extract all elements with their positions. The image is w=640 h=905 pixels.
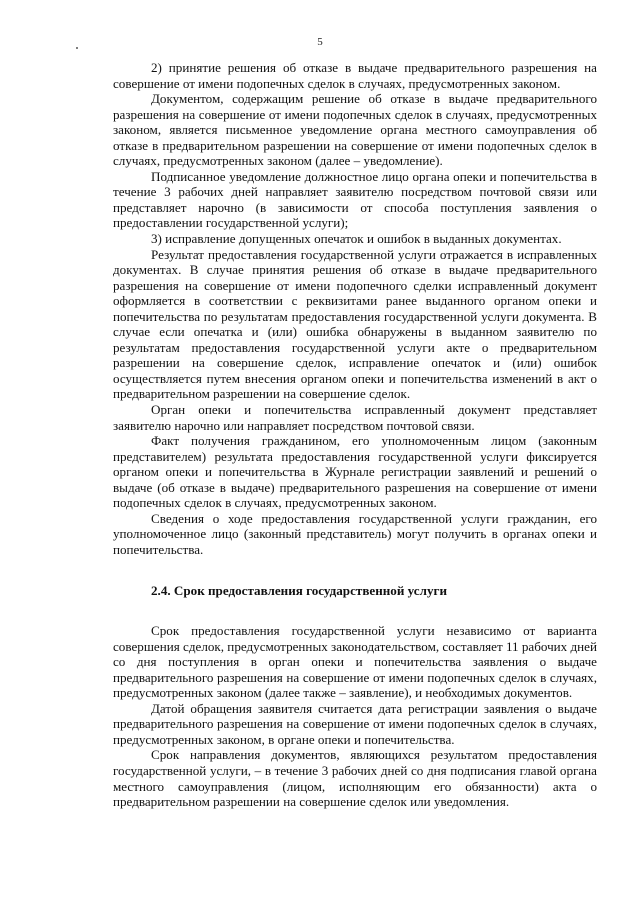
paragraph: Документом, содержащим решение об отказе в выдаче предварительного разрешения на совершение от имени подопечных сделок в случаях, предусмотренных законом, является письменное уведомление органа местного самоуправления об отказе в предварительном разрешении на совершение от имени подопечных сделок в случаях, предусмотренных законом (далее – уведомление). (113, 91, 597, 169)
paragraph: Орган опеки и попечительства исправленный документ представляет заявителю нарочно или направляет посредством почтовой связи. (113, 402, 597, 433)
paragraph: Факт получения гражданином, его уполномоченным лицом (законным представителем) результата предоставления государственной услуги фиксируется органом опеки и попечительства в Журнале регистрации заявлений и решений о выдаче (об отказе в выдаче) предварительного разрешения на совершение от имени подопечных сделок в случаях, предусмотренных законом. (113, 433, 597, 511)
paragraph: 2) принятие решения об отказе в выдаче предварительного разрешения на совершение от имени подопечных сделок в случаях, предусмотренных законом. (113, 60, 597, 91)
paragraph: Срок предоставления государственной услуги независимо от варианта совершения сделок, предусмотренных законодательством, составляет 11 рабочих дней со дня поступления в орган опеки и попечительства заявления о выдаче предварительного разрешения на совершение от имени подопечных сделок в случаях, предусмотренных законом (далее также – заявление), и необходимых документов. (113, 623, 597, 701)
paragraph: Срок направления документов, являющихся результатом предоставления государственной услуги, – в течение 3 рабочих дней со дня подписания главой органа местного самоуправления (лицом, исполняющим его обязанности) акта о предварительном разрешении на совершение сделок или уведомления. (113, 747, 597, 810)
scan-artifact-dot (76, 47, 78, 49)
section-heading: 2.4. Срок предоставления государственной услуги (151, 582, 448, 598)
paragraph: Сведения о ходе предоставления государственной услуги гражданин, его уполномоченное лицо (законный представитель) могут получить в органах опеки и попечительства. (113, 510, 597, 557)
paragraph: Подписанное уведомление должностное лицо органа опеки и попечительства в течение 3 рабочих дней направляет заявителю посредством почтовой связи или представляет нарочно (в зависимости от способа поступления заявления о предоставлении государственной услуги); (113, 168, 597, 231)
paragraph: Результат предоставления государственной услуги отражается в исправленных документах. В случае принятия решения об отказе в выдаче предварительного разрешения на совершение от имени подопечного сделки исправленный документ оформляется в соответствии с реквизитами ранее выданного органом опеки и попечительства по результатам предоставления государственной услуги документа. В случае если опечатка и (или) ошибка обнаружены в выданном заявителю по результатам предоставления государственной услуги акте о предварительном разрешении на совершение сделок, исправление опечаток и (или) ошибок осуществляется путем внесения органом опеки и попечительства изменений в акт о предварительном разрешении на совершение сделок. (113, 246, 597, 402)
paragraph: Датой обращения заявителя считается дата регистрации заявления о выдаче предварительного разрешения на совершение от имени подопечных сделок в случаях, предусмотренных законом, в органе опеки и попечительства. (113, 700, 597, 747)
page-number: 5 (317, 36, 323, 48)
document-body (113, 60, 597, 810)
paragraph: 3) исправление допущенных опечаток и ошибок в выданных документах. (151, 231, 562, 247)
